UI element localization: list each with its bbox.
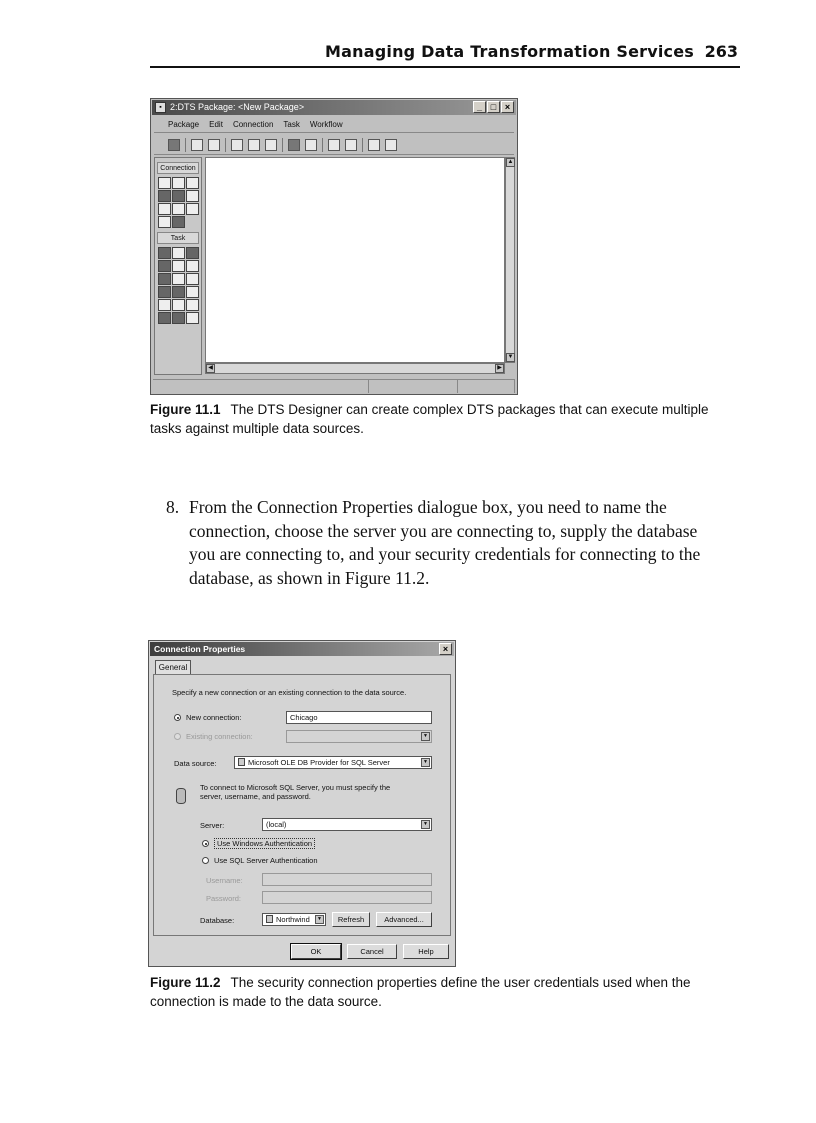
- database-value: Northwind: [276, 915, 310, 924]
- window-controls: [473, 101, 514, 114]
- data-driven-task-icon[interactable]: [186, 273, 199, 285]
- dts-app-icon: ▪: [155, 102, 166, 113]
- copy-objects-task-icon[interactable]: [186, 260, 199, 272]
- tool-palette: [154, 157, 202, 375]
- paste-icon[interactable]: [265, 139, 277, 151]
- figure-dts-designer: [150, 98, 518, 395]
- close-icon[interactable]: ×: [501, 101, 514, 113]
- toolbar-separator: [282, 138, 283, 152]
- oracle-icon[interactable]: [186, 203, 199, 215]
- ftp-task-icon[interactable]: [158, 247, 171, 259]
- chapter-title: Managing Data Transformation Services: [325, 42, 694, 61]
- scroll-up-icon[interactable]: ▲: [507, 159, 514, 165]
- dialog-titlebar: [150, 642, 454, 656]
- scroll-down-icon[interactable]: ▼: [507, 354, 514, 360]
- chevron-down-icon[interactable]: ▼: [421, 732, 430, 741]
- caption-label: Figure 11.2: [150, 975, 221, 990]
- properties-icon[interactable]: [208, 139, 220, 151]
- message-queue-task-icon[interactable]: [172, 286, 185, 298]
- olap-task-icon[interactable]: [158, 286, 171, 298]
- server-label: Server:: [200, 821, 225, 830]
- database-small-icon: [266, 915, 273, 923]
- text-source-icon[interactable]: [158, 203, 171, 215]
- odbc-icon[interactable]: [158, 216, 171, 228]
- dialog-title: Connection Properties: [154, 644, 246, 654]
- analysis-task-icon[interactable]: [158, 312, 171, 324]
- server-select[interactable]: (local): [262, 818, 432, 831]
- sql-auth-label: Use SQL Server Authentication: [214, 856, 318, 865]
- chevron-down-icon[interactable]: ▼: [421, 758, 430, 767]
- connection-icons: [155, 177, 201, 228]
- custom-task-icon[interactable]: [186, 312, 199, 324]
- database-icon: [176, 788, 186, 804]
- general-tab-panel: [153, 674, 451, 936]
- activex-task-icon[interactable]: [172, 247, 185, 259]
- step-number: 8.: [166, 497, 180, 517]
- toolbar-separator: [322, 138, 323, 152]
- sql-server-icon[interactable]: [158, 177, 171, 189]
- figure-1-caption: [150, 400, 710, 438]
- intro-text: Specify a new connection or an existing connection to the data source.: [172, 688, 407, 697]
- toolbar-separator: [362, 138, 363, 152]
- access-icon[interactable]: [172, 177, 185, 189]
- horizontal-scrollbar[interactable]: [205, 363, 505, 374]
- existing-connection-select[interactable]: [286, 730, 432, 743]
- minimize-icon[interactable]: _: [473, 101, 486, 113]
- refresh-button[interactable]: Refresh: [332, 912, 370, 927]
- palette-task-label: Task: [157, 232, 199, 244]
- status-pane: [153, 380, 369, 393]
- info-text: To connect to Microsoft SQL Server, you must specify the server, username, and password.: [200, 783, 391, 801]
- other-connection-icon[interactable]: [172, 216, 185, 228]
- dbase-icon[interactable]: [158, 190, 171, 202]
- transfer-messages-task-icon[interactable]: [186, 299, 199, 311]
- menu-task[interactable]: Task: [283, 120, 300, 129]
- ok-button[interactable]: OK: [291, 944, 341, 959]
- database-label: Database:: [200, 916, 235, 925]
- caption-text: The DTS Designer can create complex DTS packages that can execute multiple tasks against multiple data sources.: [150, 402, 709, 436]
- new-connection-field[interactable]: Chicago: [286, 711, 432, 724]
- sql-task-icon[interactable]: [172, 260, 185, 272]
- palette-connection-label: Connection: [157, 162, 199, 174]
- status-bar: [153, 379, 515, 393]
- excel-icon[interactable]: [186, 177, 199, 189]
- layout-icon[interactable]: [368, 139, 380, 151]
- new-connection-label: New connection:: [186, 713, 242, 722]
- design-canvas[interactable]: [205, 157, 505, 363]
- page-number: 263: [704, 42, 738, 61]
- toolbar-separator: [185, 138, 186, 152]
- chevron-down-icon[interactable]: ▼: [315, 915, 324, 924]
- help-button[interactable]: Help: [403, 944, 449, 959]
- data-source-select[interactable]: [234, 756, 432, 769]
- task-icons: [155, 247, 201, 324]
- maximize-icon[interactable]: □: [487, 101, 500, 113]
- figure-connection-properties: [148, 640, 456, 967]
- password-label: Password:: [206, 894, 242, 903]
- text-annotation-icon[interactable]: [305, 139, 317, 151]
- windows-auth-label: Use Windows Authentication: [214, 838, 315, 849]
- mail-task-icon[interactable]: [158, 273, 171, 285]
- transfer-jobs-task-icon[interactable]: [172, 299, 185, 311]
- window-title: 2:DTS Package: <New Package>: [170, 102, 305, 112]
- package-task-icon[interactable]: [186, 286, 199, 298]
- sql-auth-radio[interactable]: [202, 857, 209, 864]
- transfer-logins-task-icon[interactable]: [158, 299, 171, 311]
- caption-label: Figure 11.1: [150, 402, 221, 417]
- data-source-value: Microsoft OLE DB Provider for SQL Server: [248, 758, 390, 767]
- copy-icon[interactable]: [248, 139, 260, 151]
- data-source-label: Data source:: [174, 759, 217, 768]
- html-icon[interactable]: [172, 190, 185, 202]
- username-label: Username:: [206, 876, 243, 885]
- status-pane: [369, 380, 458, 393]
- process-task-icon[interactable]: [158, 260, 171, 272]
- existing-connection-label: Existing connection:: [186, 732, 253, 741]
- figure-2-caption: [150, 973, 710, 1011]
- caption-text: The security connection properties define the user credentials used when the connection is made to the data source.: [150, 975, 691, 1009]
- advanced-button[interactable]: Advanced...: [376, 912, 432, 927]
- provider-icon: [238, 758, 245, 766]
- username-field[interactable]: [262, 873, 432, 886]
- toolbar: [154, 135, 514, 155]
- scroll-left-icon[interactable]: ◀: [206, 364, 215, 373]
- scroll-right-icon[interactable]: ▶: [495, 364, 504, 373]
- zoom-icon[interactable]: [385, 139, 397, 151]
- cancel-button[interactable]: Cancel: [347, 944, 397, 959]
- toolbar-separator: [225, 138, 226, 152]
- print-icon[interactable]: [191, 139, 203, 151]
- window-titlebar: [152, 100, 516, 115]
- menu-connection[interactable]: Connection: [232, 120, 274, 129]
- transform-task-icon[interactable]: [186, 247, 199, 259]
- save-icon[interactable]: [168, 139, 180, 151]
- run-icon[interactable]: [328, 139, 340, 151]
- windows-auth-radio[interactable]: [202, 840, 209, 847]
- menu-bar: [154, 117, 514, 133]
- running-header: [150, 40, 740, 68]
- menu-package[interactable]: Package: [168, 120, 200, 129]
- tab-general[interactable]: General: [155, 660, 191, 675]
- transform-icon[interactable]: [288, 139, 300, 151]
- password-field[interactable]: [262, 891, 432, 904]
- close-icon[interactable]: ×: [439, 643, 452, 655]
- menu-edit[interactable]: Edit: [209, 120, 223, 129]
- paradox-icon[interactable]: [186, 190, 199, 202]
- new-connection-radio[interactable]: [174, 714, 181, 721]
- text-dest-icon[interactable]: [172, 203, 185, 215]
- mining-task-icon[interactable]: [172, 312, 185, 324]
- bulk-insert-task-icon[interactable]: [172, 273, 185, 285]
- step-text: From the Connection Properties dialogue box, you need to name the connection, choose the server you are connecting to, supply the database you are connecting to, and your security credentials for connecting to the database, as shown in Figure 11.2.: [189, 497, 701, 588]
- menu-workflow[interactable]: Workflow: [309, 120, 343, 129]
- stop-icon[interactable]: [345, 139, 357, 151]
- existing-connection-radio[interactable]: [174, 733, 181, 740]
- step-paragraph: [166, 496, 726, 590]
- database-select[interactable]: [262, 913, 326, 926]
- vertical-scrollbar[interactable]: [505, 157, 515, 363]
- status-pane: [458, 380, 515, 393]
- cut-icon[interactable]: [231, 139, 243, 151]
- chevron-down-icon[interactable]: ▼: [421, 820, 430, 829]
